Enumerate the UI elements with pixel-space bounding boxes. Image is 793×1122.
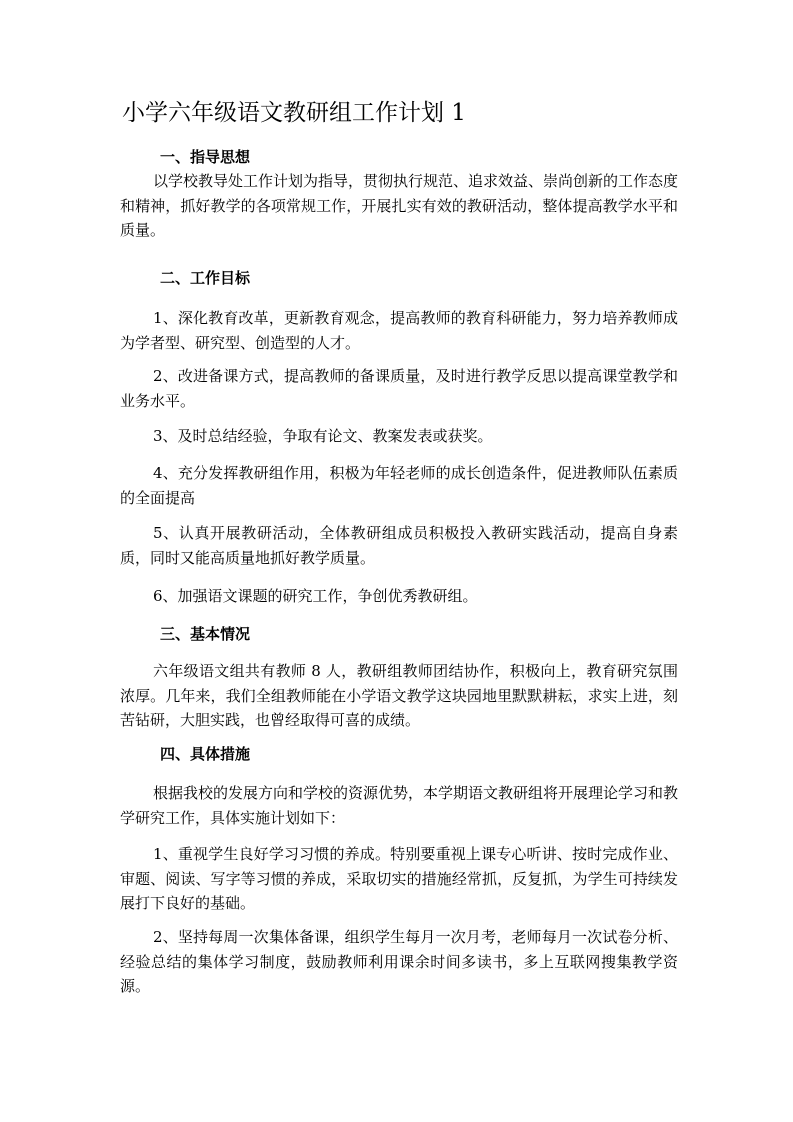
section-heading-basic-situation: 三、基本情况 bbox=[160, 625, 251, 643]
section-heading-work-goals: 二、工作目标 bbox=[160, 269, 251, 287]
paragraph-goal-1: 1、深化教育改革，更新教育观念，提高教师的教育科研能力，努力培养教师成为学者型、研究型、创造型的人才。 bbox=[120, 309, 678, 352]
section-heading-specific-measures: 四、具体措施 bbox=[160, 745, 251, 763]
paragraph-goal-4: 4、充分发挥教研组作用，积极为年轻老师的成长创造条件，促进教师队伍素质的全面提高 bbox=[120, 464, 678, 507]
paragraph-measure-1: 1、重视学生良好学习习惯的养成。特别要重视上课专心听讲、按时完成作业、审题、阅读、写字等习惯的养成，采取切实的措施经常抓，反复抓，为学生可持续发展打下良好的基础。 bbox=[120, 845, 678, 912]
section-heading-guiding-thought: 一、指导思想 bbox=[160, 148, 251, 166]
paragraph-goal-3: 3、及时总结经验，争取有论文、教案发表或获奖。 bbox=[153, 427, 493, 445]
paragraph-goal-6: 6、加强语文课题的研究工作，争创优秀教研组。 bbox=[153, 587, 478, 605]
paragraph-guiding-thought: 以学校教导处工作计划为指导，贯彻执行规范、追求效益、崇尚创新的工作态度和精神，抓好教学的各项常规工作，开展扎实有效的教研活动，整体提高教学水平和质量。 bbox=[120, 172, 679, 239]
paragraph-goal-5: 5、认真开展教研活动，全体教研组成员积极投入教研实践活动，提高自身素质，同时又能高质量地抓好教学质量。 bbox=[120, 524, 678, 567]
paragraph-measure-2: 2、坚持每周一次集体备课，组织学生每月一次月考，老师每月一次试卷分析、经验总结的集体学习制度，鼓励教师利用课余时间多读书，多上互联网搜集教学资源。 bbox=[120, 928, 678, 995]
paragraph-measures-intro: 根据我校的发展方向和学校的资源优势，本学期语文教研组将开展理论学习和教学研究工作，具体实施计划如下： bbox=[120, 784, 679, 827]
paragraph-basic-situation: 六年级语文组共有教师 8 人，教研组教师团结协作，积极向上，教育研究氛围浓厚。几年来，我们全组教师能在小学语文教学这块园地里默默耕耘，求实上进，刻苦钻研，大胆实践，也曾经取得可喜的成绩。 bbox=[120, 662, 678, 729]
document-title: 小学六年级语文教研组工作计划 1 bbox=[122, 100, 466, 126]
paragraph-goal-2: 2、改进备课方式，提高教师的备课质量，及时进行教学反思以提高课堂教学和业务水平。 bbox=[120, 367, 678, 410]
